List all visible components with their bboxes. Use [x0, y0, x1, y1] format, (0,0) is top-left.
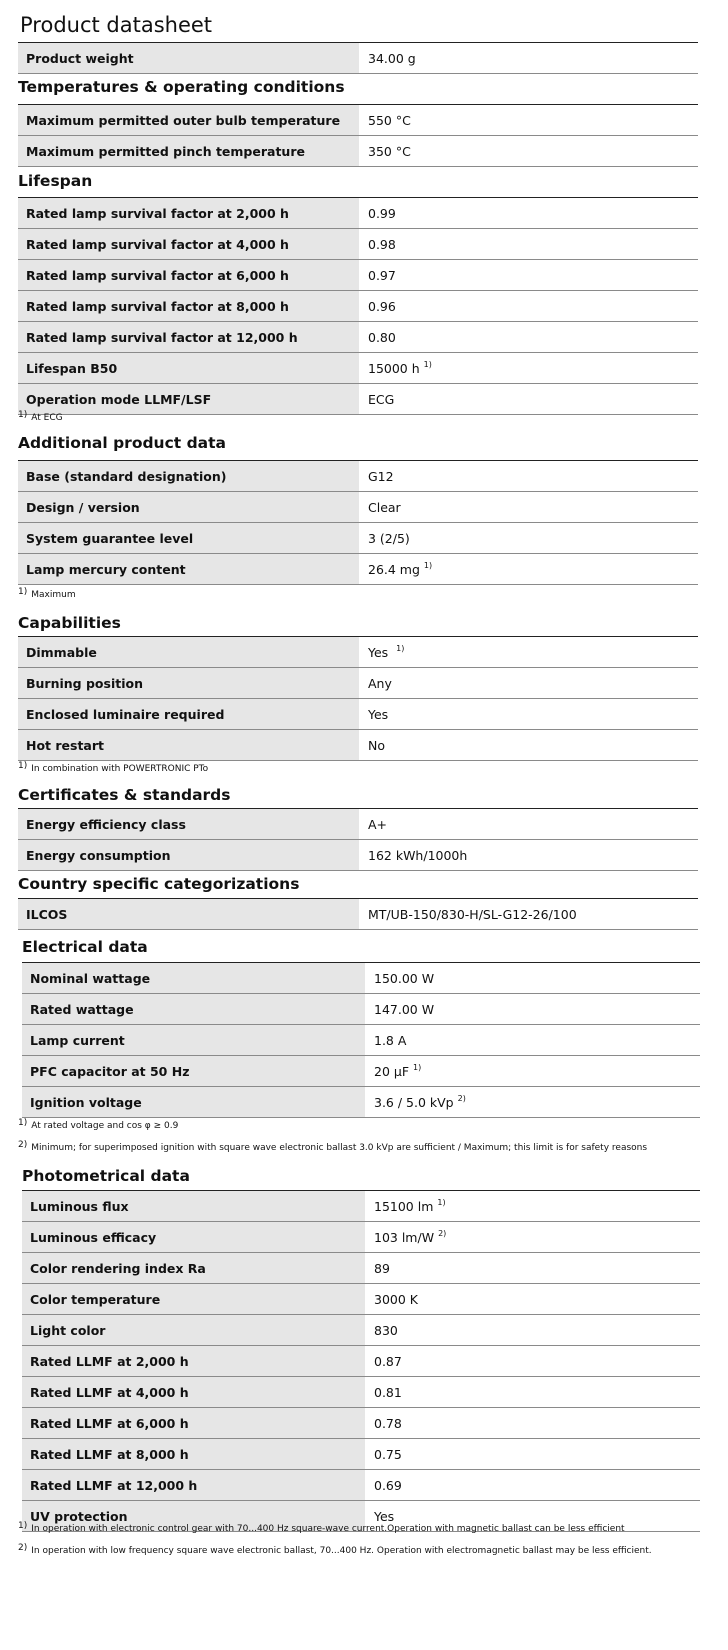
row-value-text: 0.78 — [374, 1415, 402, 1431]
footnote-text: In combination with POWERTRONIC PTo — [31, 764, 209, 774]
row-value — [359, 260, 698, 290]
row-value-text: 26.4 mg — [368, 561, 420, 577]
row-label: Luminous efficacy — [22, 1222, 365, 1252]
row-value — [365, 1087, 700, 1117]
footnote-marker: 1) — [413, 1062, 422, 1072]
row-label: Ignition voltage — [22, 1087, 365, 1117]
table-row — [18, 699, 698, 730]
table-row — [22, 1222, 700, 1253]
row-value-text: 162 kWh/1000h — [368, 847, 468, 863]
table-row — [22, 1284, 700, 1315]
section-heading-temperatures: Temperatures & operating conditions — [18, 78, 345, 96]
row-value-text: Clear — [368, 499, 401, 515]
row-value — [359, 105, 698, 135]
row-value — [359, 291, 698, 321]
row-value-text: 0.97 — [368, 267, 396, 283]
row-label: Rated LLMF at 6,000 h — [22, 1408, 365, 1438]
row-label: Rated lamp survival factor at 2,000 h — [18, 198, 359, 228]
row-value-text: Any — [368, 675, 392, 691]
row-value-text: 15000 h — [368, 360, 420, 376]
table-row — [22, 1253, 700, 1284]
row-label: Rated wattage — [22, 994, 365, 1024]
row-label: Color rendering index Ra — [22, 1253, 365, 1283]
row-value-text: 0.87 — [374, 1353, 402, 1369]
row-label: PFC capacitor at 50 Hz — [22, 1056, 365, 1086]
table-row — [18, 523, 698, 554]
footnote-mark: 1) — [18, 1118, 28, 1128]
footnote — [18, 1523, 625, 1535]
capabilities-table — [18, 636, 698, 761]
table-row — [18, 840, 698, 871]
row-value — [365, 994, 700, 1024]
row-label: Nominal wattage — [22, 963, 365, 993]
footnote-marker: 1) — [396, 643, 405, 653]
footnote-marker: 1) — [437, 1197, 446, 1207]
certificates-table — [18, 808, 698, 871]
row-value — [365, 1191, 700, 1221]
row-label: Energy efficiency class — [18, 809, 359, 839]
table-row — [22, 963, 700, 994]
table-row — [18, 668, 698, 699]
row-value-text: MT/UB-150/830-H/SL-G12-26/100 — [368, 906, 577, 922]
row-label: Base (standard designation) — [18, 461, 359, 491]
row-value — [359, 730, 698, 760]
row-value-text: 150.00 W — [374, 970, 435, 986]
row-label: Lamp mercury content — [18, 554, 359, 584]
table-row — [18, 198, 698, 229]
row-label: Enclosed luminaire required — [18, 699, 359, 729]
row-value — [359, 384, 698, 414]
row-value-text: ECG — [368, 391, 395, 407]
table-row — [22, 1191, 700, 1222]
footnote-marker: 2) — [457, 1093, 466, 1103]
section-heading-photometrical: Photometrical data — [22, 1167, 190, 1185]
row-value-text: 0.98 — [368, 236, 396, 252]
table-row — [22, 1025, 700, 1056]
row-value-text: 34.00 g — [368, 50, 416, 66]
electrical-table — [22, 962, 700, 1118]
row-value — [359, 136, 698, 166]
row-value — [365, 1222, 700, 1252]
row-value — [359, 809, 698, 839]
row-label: System guarantee level — [18, 523, 359, 553]
table-row — [22, 1346, 700, 1377]
general-table — [18, 42, 698, 74]
row-label: Light color — [22, 1315, 365, 1345]
country-table — [18, 898, 698, 930]
page-title: Product datasheet — [20, 13, 213, 37]
footnote-mark: 1) — [18, 587, 28, 597]
footnote — [18, 1142, 647, 1154]
row-value — [359, 523, 698, 553]
table-row — [22, 1315, 700, 1346]
row-value-text: 0.99 — [368, 205, 396, 221]
row-value-text: 550 °C — [368, 112, 411, 128]
row-value-text: 3 (2/5) — [368, 530, 410, 546]
row-value — [365, 1056, 700, 1086]
table-row — [22, 1087, 700, 1118]
footnote — [18, 589, 76, 601]
table-row — [22, 1377, 700, 1408]
row-label: Product weight — [18, 43, 359, 73]
row-value — [365, 1439, 700, 1469]
row-value — [359, 229, 698, 259]
row-value-text: 1.8 A — [374, 1032, 407, 1048]
table-row — [18, 461, 698, 492]
table-row — [18, 809, 698, 840]
row-value — [359, 699, 698, 729]
row-value — [359, 554, 698, 584]
footnote-mark: 2) — [18, 1543, 28, 1553]
additional-table — [18, 460, 698, 585]
table-row — [18, 554, 698, 585]
row-value-text: Yes — [368, 706, 389, 722]
table-row — [18, 353, 698, 384]
row-label: Rated LLMF at 12,000 h — [22, 1470, 365, 1500]
row-label: Maximum permitted outer bulb temperature — [18, 105, 359, 135]
section-heading-country: Country specific categorizations — [18, 875, 300, 893]
table-row — [18, 899, 698, 930]
row-value — [365, 1025, 700, 1055]
row-label: Energy consumption — [18, 840, 359, 870]
row-label: Rated lamp survival factor at 4,000 h — [18, 229, 359, 259]
row-value-text: 350 °C — [368, 143, 411, 159]
footnote-text: Maximum — [31, 590, 76, 600]
row-label: Luminous flux — [22, 1191, 365, 1221]
footnote-text: At ECG — [31, 413, 63, 423]
row-value-text: No — [368, 737, 385, 753]
row-label: Dimmable — [18, 637, 359, 667]
row-label: Rated LLMF at 8,000 h — [22, 1439, 365, 1469]
row-value — [359, 840, 698, 870]
row-label: Design / version — [18, 492, 359, 522]
row-value — [359, 353, 698, 383]
row-value — [359, 668, 698, 698]
section-heading-certificates: Certificates & standards — [18, 786, 231, 804]
footnote — [18, 412, 63, 424]
row-value — [359, 322, 698, 352]
row-label: Rated lamp survival factor at 12,000 h — [18, 322, 359, 352]
row-label: Rated LLMF at 2,000 h — [22, 1346, 365, 1376]
photometrical-table — [22, 1190, 700, 1532]
row-value-text: Yes — [368, 644, 393, 660]
footnote-marker: 2) — [438, 1228, 447, 1238]
row-value — [359, 492, 698, 522]
row-value-text: A+ — [368, 816, 388, 832]
row-value — [359, 637, 698, 667]
row-value-text: 0.81 — [374, 1384, 402, 1400]
table-row — [18, 136, 698, 167]
row-value — [365, 1408, 700, 1438]
row-value-text: 3000 K — [374, 1291, 418, 1307]
table-row — [22, 1439, 700, 1470]
footnote-mark: 1) — [18, 761, 28, 771]
row-label: Rated lamp survival factor at 6,000 h — [18, 260, 359, 290]
table-row — [18, 105, 698, 136]
row-value-text: 0.69 — [374, 1477, 402, 1493]
row-value-text: 0.75 — [374, 1446, 402, 1462]
footnote-text: In operation with low frequency square wave electronic ballast, 70...400 Hz. Operation with electromagnetic ballast may be less efficient. — [31, 1546, 652, 1556]
row-value-text: 89 — [374, 1260, 390, 1276]
row-value — [365, 1253, 700, 1283]
row-value-text: 830 — [374, 1322, 398, 1338]
row-label: Rated LLMF at 4,000 h — [22, 1377, 365, 1407]
table-row — [22, 1470, 700, 1501]
table-row — [18, 43, 698, 74]
table-row — [22, 1408, 700, 1439]
row-label: UV protection — [22, 1501, 365, 1531]
row-value-text: G12 — [368, 468, 394, 484]
temperatures-table — [18, 104, 698, 167]
table-row — [22, 1056, 700, 1087]
table-row — [18, 492, 698, 523]
row-value-text: 147.00 W — [374, 1001, 435, 1017]
footnote-mark: 1) — [18, 410, 28, 420]
footnote-mark: 1) — [18, 1521, 28, 1531]
table-row — [18, 384, 698, 415]
row-value — [359, 198, 698, 228]
table-row — [18, 229, 698, 260]
row-value — [359, 43, 698, 73]
row-label: Rated lamp survival factor at 8,000 h — [18, 291, 359, 321]
row-value-text: 15100 lm — [374, 1198, 434, 1214]
table-row — [18, 322, 698, 353]
row-value — [365, 1470, 700, 1500]
row-value — [359, 461, 698, 491]
row-value-text: 0.80 — [368, 329, 396, 345]
section-heading-additional: Additional product data — [18, 434, 227, 452]
row-value — [365, 1284, 700, 1314]
section-heading-capabilities: Capabilities — [18, 614, 121, 632]
row-label: ILCOS — [18, 899, 359, 929]
row-value — [365, 1377, 700, 1407]
footnote-text: In operation with electronic control gear with 70...400 Hz square-wave current.Operation with magnetic ballast can be less efficient — [31, 1524, 625, 1534]
table-row — [18, 291, 698, 322]
row-label: Maximum permitted pinch temperature — [18, 136, 359, 166]
footnote — [18, 763, 208, 775]
footnote — [18, 1120, 178, 1132]
row-label: Operation mode LLMF/LSF — [18, 384, 359, 414]
row-value — [365, 1346, 700, 1376]
table-row — [18, 730, 698, 761]
footnote-marker: 1) — [423, 560, 433, 570]
table-row — [18, 637, 698, 668]
lifespan-table — [18, 197, 698, 415]
row-value-text: 20 µF — [374, 1063, 410, 1079]
table-row — [18, 260, 698, 291]
table-row — [22, 994, 700, 1025]
footnote-marker: 1) — [423, 359, 432, 369]
row-label: Color temperature — [22, 1284, 365, 1314]
row-value-text: 0.96 — [368, 298, 396, 314]
footnote-text: At rated voltage and cos φ ≥ 0.9 — [31, 1121, 179, 1131]
row-label: Lifespan B50 — [18, 353, 359, 383]
row-value-text: Yes — [374, 1508, 395, 1524]
row-label: Burning position — [18, 668, 359, 698]
footnote — [18, 1545, 652, 1557]
section-heading-lifespan: Lifespan — [18, 172, 93, 190]
row-value — [359, 899, 698, 929]
footnote-mark: 2) — [18, 1140, 28, 1150]
footnote-text: Minimum; for superimposed ignition with square wave electronic ballast 3.0 kVp are sufficient / Maximum; this limit is for safety reasons — [31, 1143, 648, 1153]
row-label: Hot restart — [18, 730, 359, 760]
row-value-text: 3.6 / 5.0 kVp — [374, 1094, 454, 1110]
row-value — [365, 1315, 700, 1345]
row-label: Lamp current — [22, 1025, 365, 1055]
section-heading-electrical: Electrical data — [22, 938, 148, 956]
row-value — [365, 963, 700, 993]
row-value-text: 103 lm/W — [374, 1229, 435, 1245]
